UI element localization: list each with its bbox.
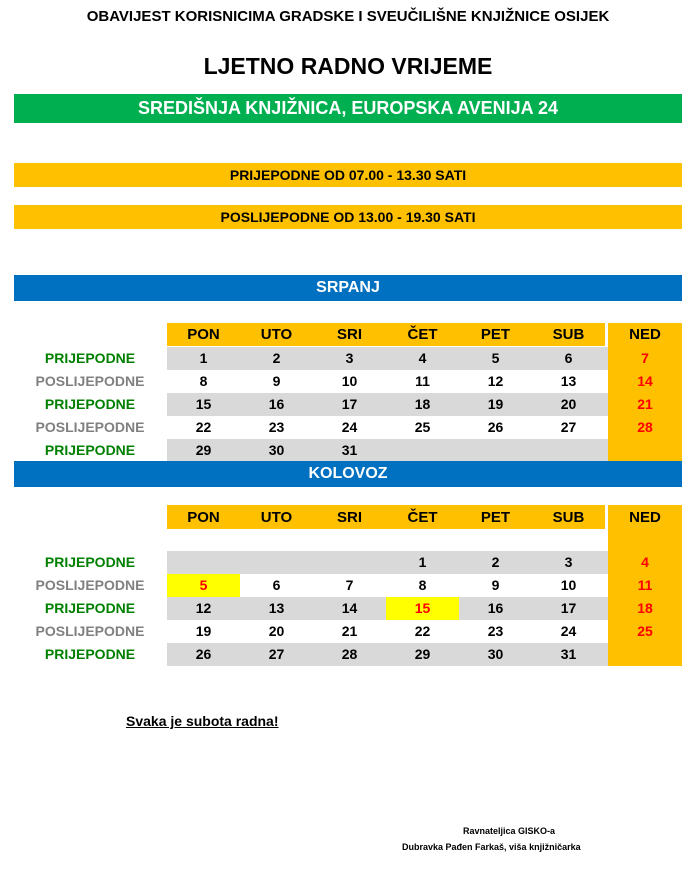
day-header-5: SUB [532, 505, 605, 529]
notice-heading: OBAVIJEST KORISNICIMA GRADSKE I SVEUČILIŠNE KNJIŽNICE OSIJEK [86, 8, 610, 25]
shift-label: PRIJEPODNE [44, 600, 136, 616]
date-cell: 20 [560, 396, 577, 412]
date-cell: 15 [195, 396, 212, 412]
shift-label: POSLIJEPODNE [35, 623, 145, 639]
date-cell: 4 [641, 554, 649, 570]
date-cell: 17 [560, 600, 577, 616]
date-cell: 26 [195, 646, 212, 662]
day-header-4: PET [459, 323, 532, 346]
date-cell: 25 [414, 419, 431, 435]
date-cell: 4 [418, 350, 427, 366]
date-cell: 5 [199, 577, 208, 593]
shift-label: POSLIJEPODNE [35, 577, 145, 593]
date-cell: 22 [414, 623, 431, 639]
date-cell: 31 [341, 442, 358, 458]
day-header-4: PET [459, 505, 532, 529]
date-cell: 25 [637, 623, 653, 639]
date-cell: 14 [341, 600, 358, 616]
day-header-2: SRI [313, 505, 386, 529]
morning-hours-banner: PRIJEPODNE OD 07.00 - 13.30 SATI [14, 163, 682, 187]
date-cell: 5 [491, 350, 500, 366]
date-cell: 10 [341, 373, 358, 389]
date-cell: 19 [195, 623, 212, 639]
date-cell: 28 [341, 646, 358, 662]
date-cell: 16 [487, 600, 504, 616]
date-cell: 1 [199, 350, 208, 366]
shift-label: PRIJEPODNE [44, 554, 136, 570]
date-cell: 18 [637, 600, 653, 616]
date-cell: 11 [415, 373, 430, 389]
date-cell: 3 [345, 350, 354, 366]
date-cell: 27 [268, 646, 285, 662]
date-cell: 6 [272, 577, 281, 593]
afternoon-hours-banner: POSLIJEPODNE OD 13.00 - 19.30 SATI [14, 205, 682, 229]
date-cell: 11 [637, 577, 653, 593]
day-header-0: PON [167, 505, 240, 529]
day-header-3: ČET [386, 505, 459, 529]
date-cell: 14 [637, 373, 653, 389]
date-cell: 28 [637, 419, 653, 435]
day-header-6: NED [629, 326, 661, 343]
date-cell: 8 [418, 577, 427, 593]
date-cell: 30 [268, 442, 285, 458]
date-cell: 22 [195, 419, 212, 435]
shift-label: PRIJEPODNE [44, 442, 136, 458]
shift-label: PRIJEPODNE [44, 396, 136, 412]
date-cell: 18 [414, 396, 431, 412]
date-cell: 8 [199, 373, 208, 389]
date-cell: 9 [272, 373, 281, 389]
date-cell: 15 [414, 600, 431, 616]
date-cell: 19 [487, 396, 504, 412]
date-cell: 29 [414, 646, 431, 662]
month-banner-srpanj: SRPANJ [14, 275, 682, 301]
saturday-note: Svaka je subota radna! [126, 713, 279, 729]
date-cell: 7 [641, 350, 649, 366]
month-banner-kolovoz: KOLOVOZ [14, 461, 682, 487]
date-cell: 21 [637, 396, 653, 412]
date-cell: 1 [418, 554, 427, 570]
date-cell: 12 [487, 373, 504, 389]
date-cell: 24 [341, 419, 358, 435]
date-cell: 26 [487, 419, 504, 435]
date-cell: 24 [560, 623, 577, 639]
day-header-2: SRI [313, 323, 386, 346]
day-header-6: NED [629, 508, 661, 526]
day-header-5: SUB [532, 323, 605, 346]
date-cell: 2 [491, 554, 500, 570]
date-cell: 20 [268, 623, 285, 639]
date-cell: 2 [272, 350, 281, 366]
date-cell: 9 [491, 577, 500, 593]
day-header-1: UTO [240, 505, 313, 529]
date-cell: 16 [268, 396, 285, 412]
date-cell: 13 [268, 600, 285, 616]
day-header-1: UTO [240, 323, 313, 346]
date-cell: 13 [560, 373, 577, 389]
date-cell: 23 [487, 623, 504, 639]
date-cell: 6 [564, 350, 573, 366]
shift-label: POSLIJEPODNE [35, 373, 145, 389]
shift-label: PRIJEPODNE [44, 350, 136, 366]
day-header-0: PON [167, 323, 240, 346]
date-cell: 21 [341, 623, 358, 639]
shift-label: PRIJEPODNE [44, 646, 136, 662]
signature-name: Dubravka Pađen Farkaš, viša knjižničarka [402, 842, 581, 852]
location-banner: SREDIŠNJA KNJIŽNICA, EUROPSKA AVENIJA 24 [14, 94, 682, 123]
date-cell: 3 [564, 554, 573, 570]
date-cell: 10 [560, 577, 577, 593]
page-title: LJETNO RADNO VRIJEME [203, 53, 493, 79]
date-cell: 30 [487, 646, 504, 662]
date-cell: 12 [195, 600, 212, 616]
date-cell: 23 [268, 419, 285, 435]
day-header-3: ČET [386, 323, 459, 346]
date-cell: 27 [560, 419, 577, 435]
date-cell: 29 [195, 442, 212, 458]
date-cell: 7 [345, 577, 354, 593]
date-cell: 17 [341, 396, 358, 412]
shift-label: POSLIJEPODNE [35, 419, 145, 435]
signature-role: Ravnateljica GISKO-a [463, 826, 556, 836]
date-cell: 31 [560, 646, 577, 662]
